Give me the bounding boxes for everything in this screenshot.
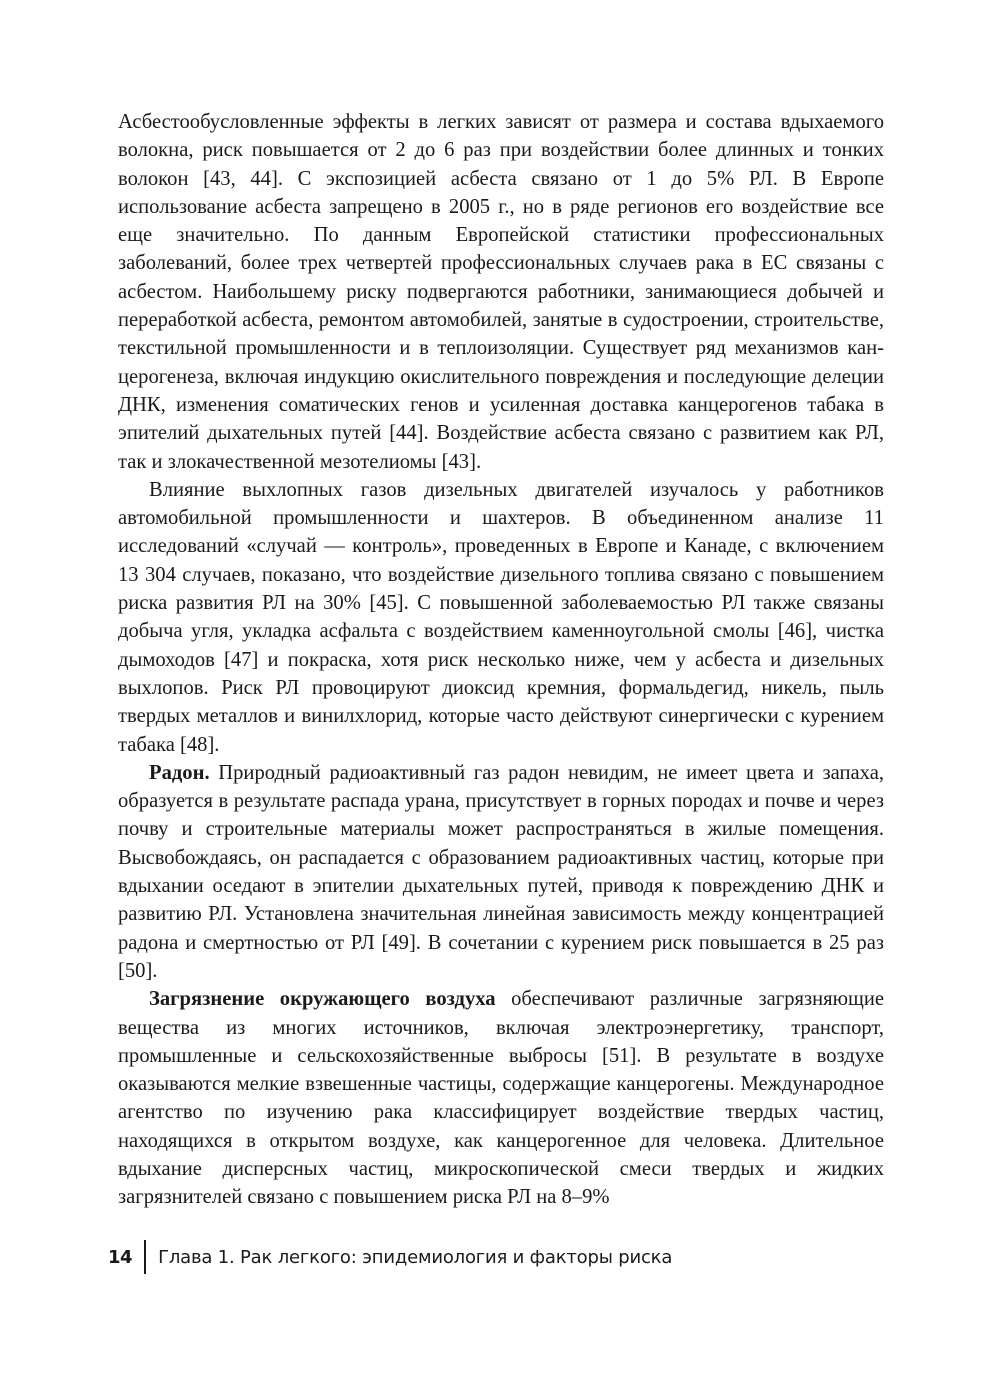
paragraph-diesel-exhaust: Влияние выхлопных газов дизельных двигателей изучалось у работников автомобильной промышленности и шахтеров. В объединенном анализе 11 исследований «случай — контроль», проведенных в Европе и Канаде, с включением 13 304 случаев, показано, что воздействие дизельного топлива связано с повышением риска развития РЛ на 30% [45]. С повышенной заболеваемостью РЛ также связаны добыча угля, укладка асфальта с воздействием каменноугольной смолы [46], чистка дымоходов [47] и покраска, хотя риск несколько ниже, чем у асбеста и дизельных выхлопов. Риск РЛ провоцируют диоксид кремния, формальдегид, никель, пыль твердых металлов и винилхлорид, которые часто действуют синергически с курением табака [48]. [118, 478, 884, 756]
running-chapter-title: Глава 1. Рак легкого: эпидемиология и факторы риска [158, 1246, 673, 1268]
air-pollution-heading: Загрязнение окружающего воздуха [149, 988, 496, 1011]
air-pollution-text: обеспечивают различные загрязняющие вещества из многих источников, включая электроэнергетику, транспорт, промышленные и сельскохозяйственные выбросы [51]. В результате в воздухе оказываются мелкие взвешенные частицы, содержащие канцерогены. Международное агентство по изучению рака классифицирует воздействие твердых частиц, находящихся в открытом воздухе, как канцерогенное для человека. Длительное вдыхание дисперсных частиц, микроскопической смеси твердых и жидких загрязнителей связано с повышением риска РЛ на 8–9% [118, 988, 884, 1209]
page-number: 14 [108, 1246, 133, 1268]
page-body [118, 108, 884, 1212]
radon-heading: Радон. [149, 761, 210, 784]
radon-text: Природный радиоактивный газ радон невидим, не имеет цвета и запаха, образуется в результате распада урана, присутствует в горных породах и почве и через почву и строительные материалы может распространяться в жилые помещения. Высвобождаясь, он распадается с образованием радиоактивных частиц, которые при вдыхании оседают в эпителии дыхательных путей, приводя к повреждению ДНК и развитию РЛ. Установлена значительная линейная зависимость между концентрацией радона и смертностью от РЛ [49]. В сочетании с курением риск повышается в 25 раз [50]. [118, 761, 884, 982]
paragraph-air-pollution [118, 985, 884, 1211]
page-footer [108, 1240, 672, 1274]
paragraph-radon [118, 759, 884, 985]
paragraph-asbestos: Асбестообусловленные эффекты в легких зависят от размера и состава вдыхаемого волокна, риск повышается от 2 до 6 раз при воздействии более длинных и тонких волокон [43, 44]. С экспозицией асбеста связано от 1 до 5% РЛ. В Европе использование асбеста запрещено в 2005 г., но в ряде регионов его воздействие все еще значительно. По данным Европейской статистики профессиональных заболеваний, более трех четвертей профессиональных случаев рака в ЕС связаны с асбестом. Наибольшему риску подвергаются работники, занимающиеся добычей и переработкой асбеста, ремонтом автомобилей, занятые в судостроении, строительстве, текстильной промышленности и в теплоизоляции. Существует ряд механизмов канцерогенеза, включая индукцию окислительного повреждения и последующие делеции ДНК, изменения соматических генов и усиленная доставка канцерогенов табака в эпителий дыхательных путей [44]. Воздействие асбеста связано с развитием как РЛ, так и злокачественной мезотелиомы [43]. [118, 111, 884, 473]
footer-divider [144, 1240, 146, 1274]
